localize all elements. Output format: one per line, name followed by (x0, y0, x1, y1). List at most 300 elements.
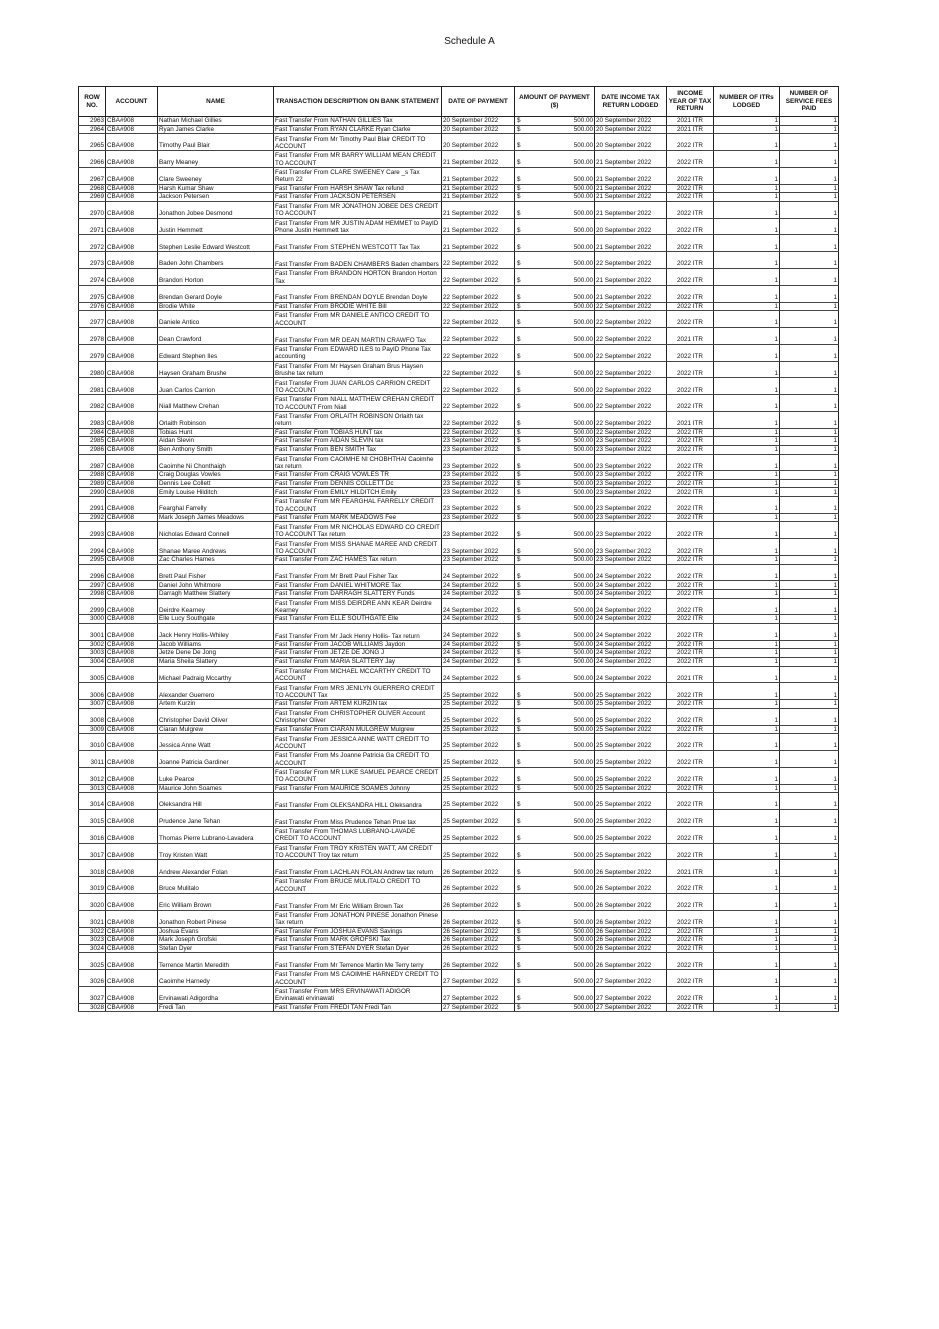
row-number: 3006 (79, 683, 106, 700)
currency-symbol: $ (517, 530, 521, 538)
amount-value: 500.00 (573, 725, 593, 733)
amount-cell (515, 454, 595, 471)
itrs-lodged-cell: 1 (714, 344, 780, 361)
income-year-cell: 2022 ITR (667, 302, 714, 311)
service-fees-cell: 1 (780, 327, 839, 344)
currency-symbol: $ (517, 700, 521, 708)
row-number: 2993 (79, 522, 106, 539)
name-cell: Daniele Antico (158, 311, 274, 328)
amount-value: 500.00 (573, 572, 593, 580)
currency-symbol: $ (517, 420, 521, 428)
name-cell: Jonathon Jobee Desmond (158, 201, 274, 218)
name-cell: Joanne Patricia Gardiner (158, 750, 274, 767)
itrs-lodged-cell: 1 (714, 725, 780, 734)
itrs-lodged-cell: 1 (714, 268, 780, 285)
service-fees-cell: 1 (780, 953, 839, 970)
income-year-cell: 2022 ITR (667, 640, 714, 649)
account-cell: CBA#908 (106, 700, 158, 709)
amount-value: 500.00 (573, 352, 593, 360)
lodged-date-cell: 25 September 2022 (595, 708, 667, 725)
lodged-date-cell: 26 September 2022 (595, 893, 667, 910)
income-year-cell: 2021 ITR (667, 411, 714, 428)
income-year-cell: 2022 ITR (667, 479, 714, 488)
amount-cell (515, 666, 595, 683)
itrs-lodged-cell: 1 (714, 184, 780, 193)
account-cell: CBA#908 (106, 944, 158, 953)
itrs-lodged-cell: 1 (714, 793, 780, 810)
amount-cell (515, 378, 595, 395)
currency-symbol: $ (517, 581, 521, 589)
description-cell: Fast Transfer From MISS SHANAE MAREE AND CREDIT TO ACCOUNT (274, 539, 442, 556)
payment-date-cell: 24 September 2022 (442, 666, 515, 683)
lodged-date-cell: 25 September 2022 (595, 784, 667, 793)
service-fees-cell: 1 (780, 700, 839, 709)
currency-symbol: $ (517, 902, 521, 910)
amount-value: 500.00 (573, 632, 593, 640)
income-year-cell: 2022 ITR (667, 986, 714, 1003)
service-fees-cell: 1 (780, 809, 839, 826)
name-cell: Terrence Martin Meredith (158, 953, 274, 970)
itrs-lodged-cell: 1 (714, 581, 780, 590)
lodged-date-cell: 25 September 2022 (595, 683, 667, 700)
currency-symbol: $ (517, 243, 521, 251)
lodged-date-cell: 26 September 2022 (595, 877, 667, 894)
service-fees-cell: 1 (780, 640, 839, 649)
income-year-cell: 2022 ITR (667, 539, 714, 556)
row-number: 3022 (79, 927, 106, 936)
lodged-date-cell: 23 September 2022 (595, 437, 667, 446)
itrs-lodged-cell: 1 (714, 361, 780, 378)
service-fees-cell: 1 (780, 683, 839, 700)
lodged-date-cell: 24 September 2022 (595, 581, 667, 590)
description-cell: Fast Transfer From MR BARRY WILLIAM MEAN CREDIT TO ACCOUNT (274, 150, 442, 167)
amount-cell (515, 327, 595, 344)
description-cell: Fast Transfer From Miss Prudence Tehan Prue tax (274, 809, 442, 826)
payment-date-cell: 25 September 2022 (442, 793, 515, 810)
table-row (79, 700, 839, 709)
income-year-cell: 2022 ITR (667, 564, 714, 581)
amount-cell (515, 311, 595, 328)
description-cell: Fast Transfer From CHRISTOPHER OLIVER Account Christopher Oliver (274, 708, 442, 725)
income-year-cell: 2022 ITR (667, 700, 714, 709)
payment-date-cell: 24 September 2022 (442, 590, 515, 599)
description-cell: Fast Transfer From MARIA SLATTERY Jay (274, 658, 442, 667)
service-fees-cell: 1 (780, 479, 839, 488)
amount-value: 500.00 (573, 530, 593, 538)
amount-cell (515, 734, 595, 751)
currency-symbol: $ (517, 336, 521, 344)
name-cell: Jacob Williams (158, 640, 274, 649)
amount-cell (515, 268, 595, 285)
currency-symbol: $ (517, 556, 521, 564)
amount-value: 500.00 (573, 125, 593, 133)
account-cell: CBA#908 (106, 893, 158, 910)
account-cell: CBA#908 (106, 708, 158, 725)
description-cell: Fast Transfer From BEN SMITH Tax (274, 445, 442, 454)
itrs-lodged-cell: 1 (714, 395, 780, 412)
name-cell: Joshua Evans (158, 927, 274, 936)
income-year-cell: 2022 ITR (667, 395, 714, 412)
amount-cell (515, 640, 595, 649)
service-fees-cell: 1 (780, 134, 839, 151)
service-fees-cell: 1 (780, 666, 839, 683)
description-cell: Fast Transfer From DANIEL WHITMORE Tax (274, 581, 442, 590)
amount-value: 500.00 (573, 835, 593, 843)
itrs-lodged-cell: 1 (714, 877, 780, 894)
lodged-date-cell: 27 September 2022 (595, 986, 667, 1003)
header-income-year: INCOME YEAR OF TAX RETURN (667, 87, 714, 117)
amount-cell (515, 809, 595, 826)
income-year-cell: 2022 ITR (667, 522, 714, 539)
payment-date-cell: 24 September 2022 (442, 649, 515, 658)
name-cell: Luke Pearce (158, 767, 274, 784)
currency-symbol: $ (517, 125, 521, 133)
account-cell: CBA#908 (106, 471, 158, 480)
lodged-date-cell: 20 September 2022 (595, 218, 667, 235)
payment-date-cell: 25 September 2022 (442, 725, 515, 734)
table-row (79, 522, 839, 539)
description-cell: Fast Transfer From MR LUKE SAMUEL PEARCE CREDIT TO ACCOUNT (274, 767, 442, 784)
amount-value: 500.00 (573, 700, 593, 708)
itrs-lodged-cell: 1 (714, 302, 780, 311)
row-number: 3024 (79, 944, 106, 953)
account-cell: CBA#908 (106, 344, 158, 361)
income-year-cell: 2022 ITR (667, 734, 714, 751)
amount-value: 500.00 (573, 784, 593, 792)
income-year-cell: 2022 ITR (667, 378, 714, 395)
amount-value: 500.00 (573, 386, 593, 394)
income-year-cell: 2022 ITR (667, 649, 714, 658)
income-year-cell: 2022 ITR (667, 184, 714, 193)
account-cell: CBA#908 (106, 117, 158, 126)
row-number: 3023 (79, 936, 106, 945)
service-fees-cell: 1 (780, 522, 839, 539)
currency-symbol: $ (517, 649, 521, 657)
table-row (79, 581, 839, 590)
amount-cell (515, 134, 595, 151)
row-number: 2996 (79, 564, 106, 581)
lodged-date-cell: 26 September 2022 (595, 927, 667, 936)
payment-date-cell: 23 September 2022 (442, 471, 515, 480)
itrs-lodged-cell: 1 (714, 598, 780, 615)
itrs-lodged-cell: 1 (714, 150, 780, 167)
name-cell: Edward Stephen Iles (158, 344, 274, 361)
itrs-lodged-cell: 1 (714, 734, 780, 751)
itrs-lodged-cell: 1 (714, 471, 780, 480)
service-fees-cell: 1 (780, 564, 839, 581)
payment-date-cell: 22 September 2022 (442, 344, 515, 361)
account-cell: CBA#908 (106, 193, 158, 202)
amount-cell (515, 252, 595, 269)
lodged-date-cell: 24 September 2022 (595, 640, 667, 649)
lodged-date-cell: 23 September 2022 (595, 454, 667, 471)
account-cell: CBA#908 (106, 184, 158, 193)
currency-symbol: $ (517, 801, 521, 809)
table-row (79, 615, 839, 624)
description-cell: Fast Transfer From CRAIG VOWLES TR (274, 471, 442, 480)
amount-cell (515, 877, 595, 894)
amount-cell (515, 860, 595, 877)
payment-date-cell: 21 September 2022 (442, 218, 515, 235)
itrs-lodged-cell: 1 (714, 649, 780, 658)
service-fees-cell: 1 (780, 927, 839, 936)
header-name: NAME (158, 87, 274, 117)
row-number: 2966 (79, 150, 106, 167)
itrs-lodged-cell: 1 (714, 986, 780, 1003)
row-number: 2971 (79, 218, 106, 235)
description-cell: Fast Transfer From MISS DEIRDRE ANN KEAR Deirdre Kearney (274, 598, 442, 615)
description-cell: Fast Transfer From Mr Jack Henry Hollis- Tax return (274, 624, 442, 641)
itrs-lodged-cell: 1 (714, 936, 780, 945)
itrs-lodged-cell: 1 (714, 843, 780, 860)
lodged-date-cell: 22 September 2022 (595, 344, 667, 361)
account-cell: CBA#908 (106, 793, 158, 810)
account-cell: CBA#908 (106, 734, 158, 751)
lodged-date-cell: 23 September 2022 (595, 479, 667, 488)
table-row (79, 235, 839, 252)
name-cell: Oleksandra Hill (158, 793, 274, 810)
table-row (79, 708, 839, 725)
table-row (79, 445, 839, 454)
lodged-date-cell: 24 September 2022 (595, 624, 667, 641)
amount-cell (515, 344, 595, 361)
lodged-date-cell: 23 September 2022 (595, 539, 667, 556)
service-fees-cell: 1 (780, 649, 839, 658)
payment-date-cell: 22 September 2022 (442, 285, 515, 302)
name-cell: Haysen Graham Brushe (158, 361, 274, 378)
table-row (79, 986, 839, 1003)
row-number: 2997 (79, 581, 106, 590)
table-row (79, 285, 839, 302)
account-cell: CBA#908 (106, 784, 158, 793)
description-cell: Fast Transfer From Ms Joanne Patricia Ga CREDIT TO ACCOUNT (274, 750, 442, 767)
lodged-date-cell: 21 September 2022 (595, 150, 667, 167)
row-number: 2987 (79, 454, 106, 471)
description-cell: Fast Transfer From JESSICA ANNE WATT CREDIT TO ACCOUNT (274, 734, 442, 751)
payment-date-cell: 23 September 2022 (442, 445, 515, 454)
income-year-cell: 2022 ITR (667, 927, 714, 936)
lodged-date-cell: 22 September 2022 (595, 361, 667, 378)
service-fees-cell: 1 (780, 893, 839, 910)
service-fees-cell: 1 (780, 767, 839, 784)
payment-date-cell: 21 September 2022 (442, 184, 515, 193)
service-fees-cell: 1 (780, 311, 839, 328)
amount-cell (515, 843, 595, 860)
description-cell: Fast Transfer From BRUCE MULITALO CREDIT TO ACCOUNT (274, 877, 442, 894)
amount-value: 500.00 (573, 488, 593, 496)
income-year-cell: 2022 ITR (667, 471, 714, 480)
service-fees-cell: 1 (780, 302, 839, 311)
amount-value: 500.00 (573, 919, 593, 926)
description-cell: Fast Transfer From CIARAN MULGREW Mulgrew (274, 725, 442, 734)
amount-value: 500.00 (573, 590, 593, 598)
row-number: 3000 (79, 615, 106, 624)
description-cell: Fast Transfer From NATHAN GILLIES Tax (274, 117, 442, 126)
amount-value: 500.00 (573, 142, 593, 150)
amount-value: 500.00 (573, 927, 593, 935)
account-cell: CBA#908 (106, 437, 158, 446)
lodged-date-cell: 24 September 2022 (595, 564, 667, 581)
amount-value: 500.00 (573, 294, 593, 301)
row-number: 3016 (79, 826, 106, 843)
lodged-date-cell: 22 September 2022 (595, 311, 667, 328)
table-row (79, 411, 839, 428)
name-cell: Timothy Paul Blair (158, 134, 274, 151)
currency-symbol: $ (517, 885, 521, 893)
service-fees-cell: 1 (780, 734, 839, 751)
income-year-cell: 2022 ITR (667, 218, 714, 235)
amount-value: 500.00 (573, 691, 593, 699)
account-cell: CBA#908 (106, 497, 158, 514)
amount-cell (515, 784, 595, 793)
header-amount: AMOUNT OF PAYMENT ($) (515, 87, 595, 117)
name-cell: Daniel John Whitmore (158, 581, 274, 590)
name-cell: Deirdre Kearney (158, 598, 274, 615)
table-row (79, 666, 839, 683)
lodged-date-cell: 21 September 2022 (595, 235, 667, 252)
payment-date-cell: 22 September 2022 (442, 361, 515, 378)
lodged-date-cell: 25 September 2022 (595, 700, 667, 709)
description-cell: Fast Transfer From JUAN CARLOS CARRION CREDIT TO ACCOUNT (274, 378, 442, 395)
amount-value: 500.00 (573, 117, 593, 125)
itrs-lodged-cell: 1 (714, 497, 780, 514)
row-number: 2978 (79, 327, 106, 344)
service-fees-cell: 1 (780, 970, 839, 987)
lodged-date-cell: 23 September 2022 (595, 497, 667, 514)
name-cell: Darragh Matthew Slattery (158, 590, 274, 599)
row-number: 2981 (79, 378, 106, 395)
name-cell: Thomas Pierre Lubrano-Lavadera (158, 826, 274, 843)
amount-cell (515, 624, 595, 641)
table-row (79, 193, 839, 202)
description-cell: Fast Transfer From TROY KRISTEN WATT, AM CREDIT TO ACCOUNT Troy tax return (274, 843, 442, 860)
description-cell: Fast Transfer From Mr Eric William Brown Tax (274, 893, 442, 910)
amount-value: 500.00 (573, 606, 593, 614)
itrs-lodged-cell: 1 (714, 235, 780, 252)
lodged-date-cell: 24 September 2022 (595, 598, 667, 615)
table-row (79, 361, 839, 378)
account-cell: CBA#908 (106, 590, 158, 599)
amount-cell (515, 927, 595, 936)
table-row (79, 649, 839, 658)
itrs-lodged-cell: 1 (714, 167, 780, 184)
table-row (79, 860, 839, 877)
amount-value: 500.00 (573, 995, 593, 1003)
itrs-lodged-cell: 1 (714, 311, 780, 328)
name-cell: Niall Matthew Crehan (158, 395, 274, 412)
currency-symbol: $ (517, 658, 521, 666)
payment-date-cell: 22 September 2022 (442, 311, 515, 328)
row-number: 2990 (79, 488, 106, 497)
currency-symbol: $ (517, 479, 521, 487)
itrs-lodged-cell: 1 (714, 522, 780, 539)
payment-date-cell: 25 September 2022 (442, 784, 515, 793)
currency-symbol: $ (517, 784, 521, 792)
payment-date-cell: 26 September 2022 (442, 877, 515, 894)
table-row (79, 311, 839, 328)
amount-value: 500.00 (573, 226, 593, 234)
amount-cell (515, 167, 595, 184)
amount-cell (515, 953, 595, 970)
itrs-lodged-cell: 1 (714, 750, 780, 767)
amount-value: 500.00 (573, 978, 593, 986)
itrs-lodged-cell: 1 (714, 454, 780, 471)
lodged-date-cell: 26 September 2022 (595, 910, 667, 927)
description-cell: Fast Transfer From FREDI TAN Fredi Tan (274, 1003, 442, 1012)
service-fees-cell: 1 (780, 556, 839, 565)
lodged-date-cell: 26 September 2022 (595, 944, 667, 953)
amount-value: 500.00 (573, 479, 593, 487)
lodged-date-cell: 20 September 2022 (595, 117, 667, 126)
account-cell: CBA#908 (106, 378, 158, 395)
lodged-date-cell: 22 September 2022 (595, 395, 667, 412)
itrs-lodged-cell: 1 (714, 428, 780, 437)
itrs-lodged-cell: 1 (714, 767, 780, 784)
row-number: 2974 (79, 268, 106, 285)
service-fees-cell: 1 (780, 590, 839, 599)
row-number: 3008 (79, 708, 106, 725)
currency-symbol: $ (517, 590, 521, 598)
itrs-lodged-cell: 1 (714, 201, 780, 218)
income-year-cell: 2022 ITR (667, 793, 714, 810)
lodged-date-cell: 27 September 2022 (595, 970, 667, 987)
row-number: 3001 (79, 624, 106, 641)
description-cell: Fast Transfer From ELLE SOUTHGATE Elle (274, 615, 442, 624)
lodged-date-cell: 24 September 2022 (595, 658, 667, 667)
account-cell: CBA#908 (106, 953, 158, 970)
row-number: 2980 (79, 361, 106, 378)
name-cell: Brodie White (158, 302, 274, 311)
row-number: 2970 (79, 201, 106, 218)
currency-symbol: $ (517, 369, 521, 377)
currency-symbol: $ (517, 640, 521, 648)
account-cell: CBA#908 (106, 877, 158, 894)
itrs-lodged-cell: 1 (714, 513, 780, 522)
description-cell: Fast Transfer From Mr Haysen Graham Brus Haysen Brushe tax return (274, 361, 442, 378)
service-fees-cell: 1 (780, 268, 839, 285)
table-row (79, 877, 839, 894)
amount-value: 500.00 (573, 403, 593, 411)
service-fees-cell: 1 (780, 581, 839, 590)
amount-cell (515, 218, 595, 235)
account-cell: CBA#908 (106, 411, 158, 428)
table-row (79, 201, 839, 218)
currency-symbol: $ (517, 1003, 521, 1011)
itrs-lodged-cell: 1 (714, 666, 780, 683)
itrs-lodged-cell: 1 (714, 437, 780, 446)
row-number: 2991 (79, 497, 106, 514)
service-fees-cell: 1 (780, 826, 839, 843)
payment-date-cell: 26 September 2022 (442, 893, 515, 910)
currency-symbol: $ (517, 260, 521, 268)
payment-date-cell: 25 September 2022 (442, 750, 515, 767)
amount-cell (515, 125, 595, 134)
account-cell: CBA#908 (106, 649, 158, 658)
row-number: 2983 (79, 411, 106, 428)
currency-symbol: $ (517, 505, 521, 513)
row-number: 3025 (79, 953, 106, 970)
itrs-lodged-cell: 1 (714, 927, 780, 936)
amount-value: 500.00 (573, 961, 593, 969)
service-fees-cell: 1 (780, 910, 839, 927)
account-cell: CBA#908 (106, 252, 158, 269)
table-row (79, 893, 839, 910)
itrs-lodged-cell: 1 (714, 252, 780, 269)
account-cell: CBA#908 (106, 167, 158, 184)
income-year-cell: 2022 ITR (667, 167, 714, 184)
lodged-date-cell: 22 September 2022 (595, 411, 667, 428)
lodged-date-cell: 23 September 2022 (595, 513, 667, 522)
